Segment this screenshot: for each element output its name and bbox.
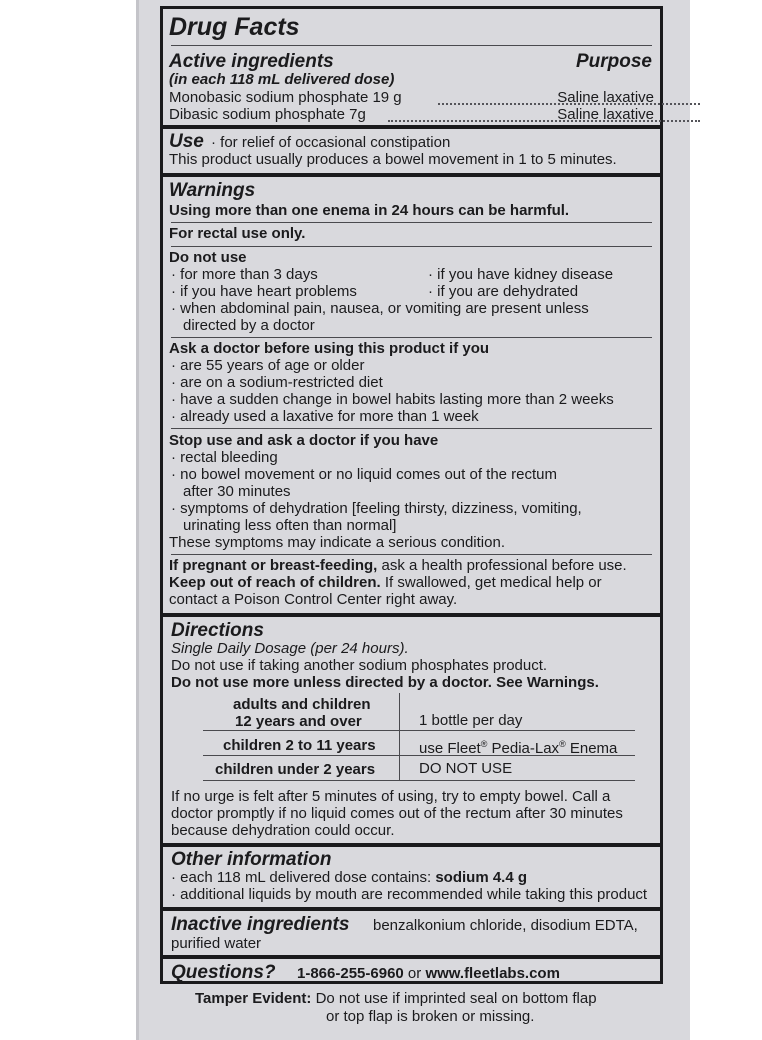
inactive-ingredients-heading: Inactive ingredients	[171, 914, 350, 935]
enema-label: Enema	[565, 740, 618, 757]
inactive-ingredients-line-2: purified water	[171, 935, 262, 952]
divider	[171, 337, 652, 338]
active-ingredients-heading: Active ingredients	[169, 51, 334, 72]
ask-doctor-item: · are on a sodium-restricted diet	[171, 374, 383, 391]
do-not-use-heading: Do not use	[169, 249, 247, 266]
warning-rectal: For rectal use only.	[169, 225, 306, 242]
purpose-heading: Purpose	[575, 51, 652, 72]
stop-use-item: · no bowel movement or no liquid comes out of the rectum	[171, 466, 558, 483]
ask-doctor-heading: Ask a doctor before using this product if you	[169, 340, 490, 357]
carton-edge	[136, 0, 139, 1040]
drug-facts-title: Drug Facts	[169, 13, 300, 41]
keep-out-line-2: contact a Poison Control Center right away.	[169, 591, 458, 608]
ingredient-2-purpose: Saline laxative	[557, 106, 654, 123]
use-heading: Use	[169, 131, 204, 152]
registered-mark: ®	[559, 739, 566, 749]
directions-after-2: doctor promptly if no liquid comes out of the rectum after 30 minutes	[171, 805, 623, 822]
ingredient-2-name: Dibasic sodium phosphate 7g	[169, 106, 366, 123]
pregnant-bold: If pregnant or breast-feeding,	[169, 557, 378, 574]
table-age-children: children 2 to 11 years	[223, 737, 376, 754]
stop-use-item: · rectal bleeding	[171, 449, 278, 466]
table-age-adults: adults and children	[233, 696, 371, 713]
table-dose-infants: DO NOT USE	[419, 760, 513, 777]
table-grid-vertical	[399, 693, 400, 781]
tamper-bold: Tamper Evident:	[195, 990, 312, 1007]
tamper-rest: Do not use if imprinted seal on bottom flap	[311, 990, 597, 1007]
tamper-evident-line-2: or top flap is broken or missing.	[326, 1008, 535, 1025]
divider	[171, 222, 652, 223]
do-not-use-item: · if you have kidney disease	[428, 266, 614, 283]
pregnant-rest: ask a health professional before use.	[377, 557, 627, 574]
directions-line-2: Do not use if taking another sodium phosphates product.	[171, 657, 548, 674]
section-divider	[163, 843, 660, 847]
questions-heading: Questions?	[171, 962, 276, 983]
do-not-use-item: · if you have heart problems	[171, 283, 357, 300]
section-divider	[163, 125, 660, 129]
directions-heading: Directions	[171, 620, 264, 641]
divider	[171, 246, 652, 247]
divider	[171, 554, 652, 555]
ingredient-1-name: Monobasic sodium phosphate 19 g	[169, 89, 402, 106]
divider	[171, 428, 652, 429]
table-dose-adults: 1 bottle per day	[419, 712, 523, 729]
table-dose-children	[419, 736, 617, 757]
do-not-use-item: · if you are dehydrated	[428, 283, 579, 300]
inactive-ingredients-line-1: benzalkonium chloride, disodium EDTA,	[373, 917, 638, 934]
tamper-evident-line-1	[195, 990, 597, 1007]
section-divider	[163, 613, 660, 617]
do-not-use-item: · for more than 3 days	[171, 266, 318, 283]
divider	[171, 45, 652, 46]
fleet-label: use Fleet	[419, 740, 481, 757]
keep-out-warning	[169, 574, 602, 591]
do-not-use-item-cont: directed by a doctor	[183, 317, 315, 334]
table-age-infants: children under 2 years	[215, 761, 376, 778]
ask-doctor-item: · have a sudden change in bowel habits lasting more than 2 weeks	[171, 391, 614, 408]
other-info-heading: Other information	[171, 849, 332, 870]
use-line-2: This product usually produces a bowel movement in 1 to 5 minutes.	[169, 151, 617, 168]
other-info-item-1	[171, 869, 527, 886]
questions-url: www.fleetlabs.com	[425, 965, 560, 982]
ask-doctor-item: · already used a laxative for more than 1 week	[171, 408, 479, 425]
pedia-lax-label: Pedia-Lax	[487, 740, 560, 757]
warnings-heading: Warnings	[169, 180, 256, 201]
table-grid-horizontal	[203, 780, 635, 781]
directions-after-1: If no urge is felt after 5 minutes of using, try to empty bowel. Call a	[171, 788, 611, 805]
other-info-text: · each 118 mL delivered dose contains:	[171, 869, 436, 886]
keep-out-bold: Keep out of reach of children.	[169, 574, 381, 591]
sodium-amount: sodium 4.4 g	[435, 869, 528, 886]
keep-out-rest: If swallowed, get medical help or	[380, 574, 602, 591]
directions-after-3: because dehydration could occur.	[171, 822, 395, 839]
stop-use-heading: Stop use and ask a doctor if you have	[169, 432, 439, 449]
table-grid-horizontal	[203, 730, 635, 731]
other-info-item-2: · additional liquids by mouth are recommended while taking this product	[171, 886, 648, 903]
registered-mark: ®	[480, 739, 488, 749]
active-subheading: (in each 118 mL delivered dose)	[169, 71, 395, 88]
stop-use-item-cont: urinating less often than normal]	[183, 517, 397, 534]
pregnant-warning	[169, 557, 627, 574]
section-divider	[163, 907, 660, 911]
stop-use-item: · symptoms of dehydration [feeling thirsty, dizziness, vomiting,	[171, 500, 582, 517]
stop-use-note: These symptoms may indicate a serious condition.	[169, 534, 505, 551]
warning-harm: Using more than one enema in 24 hours can be harmful.	[169, 202, 570, 219]
section-divider	[163, 173, 660, 177]
ingredient-1-purpose: Saline laxative	[557, 89, 654, 106]
questions-phone: 1-866-255-6960	[297, 965, 404, 982]
stop-use-item-cont: after 30 minutes	[183, 483, 291, 500]
use-line-1: · for relief of occasional constipation	[211, 134, 451, 151]
section-divider	[163, 955, 660, 959]
questions-contact	[297, 965, 560, 982]
directions-line-3: Do not use more unless directed by a doctor. See Warnings.	[171, 674, 599, 691]
ask-doctor-item: · are 55 years of age or older	[171, 357, 365, 374]
table-age-adults-2: 12 years and over	[235, 713, 362, 730]
drug-facts-panel	[160, 6, 663, 984]
directions-dosage: Single Daily Dosage (per 24 hours).	[171, 640, 409, 657]
questions-or: or	[403, 965, 426, 982]
do-not-use-item: · when abdominal pain, nausea, or vomiting are present unless	[171, 300, 589, 317]
